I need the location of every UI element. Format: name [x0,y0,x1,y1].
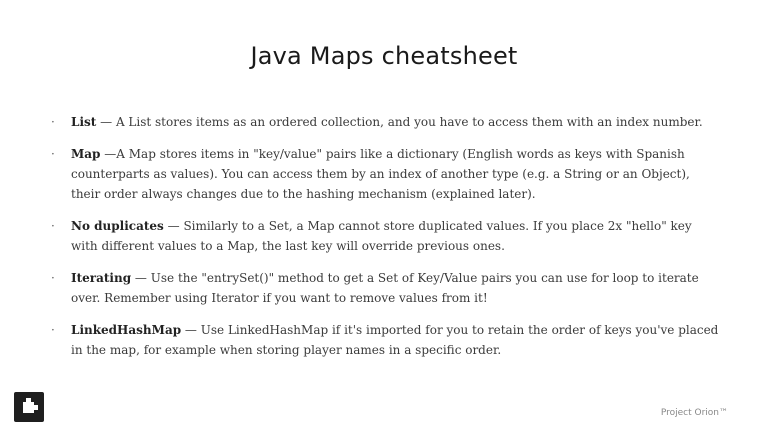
bullet-separator: — [131,271,151,285]
bullet-separator: — [163,219,184,233]
bullet-text: A List stores items as an ordered collection, and you have to access them with an index number. [115,115,703,129]
bullet-separator: — [96,115,116,129]
footer-brand: Project Orion™ [660,408,728,418]
bullet-list [51,112,721,132]
bullet-text: A Map stores items in "key/value" pairs like a dictionary (English words as keys with Spanish counterparts as values). You can access them by an index of another type (e.g. a String or an Object), their order always changes due to the hashing mechanism (explained later). [71,147,690,201]
bullet-term: Map [71,147,101,161]
bullet-dot: · [51,271,55,285]
bullet-text: Use LinkedHashMap if it's imported for you to retain the order of keys you've placed in the map, for example when storing player names in a specific order. [71,323,719,357]
bullet-dot: · [51,323,55,337]
bullet-separator: — [100,147,117,161]
bullet-term: List [71,115,97,129]
bullet-dot: · [51,115,55,129]
bullet-text: Similarly to a Set, a Map cannot store duplicated values. If you place 2x "hello" key with different values to a Map, the last key will override previous ones. [71,219,692,253]
bullet-dot: · [51,147,55,161]
bullet-term: LinkedHashMap [71,323,182,337]
bullet-term: Iterating [71,271,132,285]
puzzle-piece-icon[interactable] [14,392,44,422]
slide-title: Java Maps cheatsheet [250,42,518,70]
bullet-text: Use the "entrySet()" method to get a Set of Key/Value pairs you can use for loop to iterate over. Remember using Iterator if you want to remove values from it! [71,271,699,305]
bullet-no-duplicates [51,216,721,256]
bullet-map [51,144,721,204]
cheatsheet-bullet-list [51,112,721,372]
bullet-linkedhashmap [51,320,721,360]
bullet-separator: — [181,323,201,337]
bullet-iterating [51,268,721,308]
bullet-term: No duplicates [71,219,164,233]
bullet-dot: · [51,219,55,233]
